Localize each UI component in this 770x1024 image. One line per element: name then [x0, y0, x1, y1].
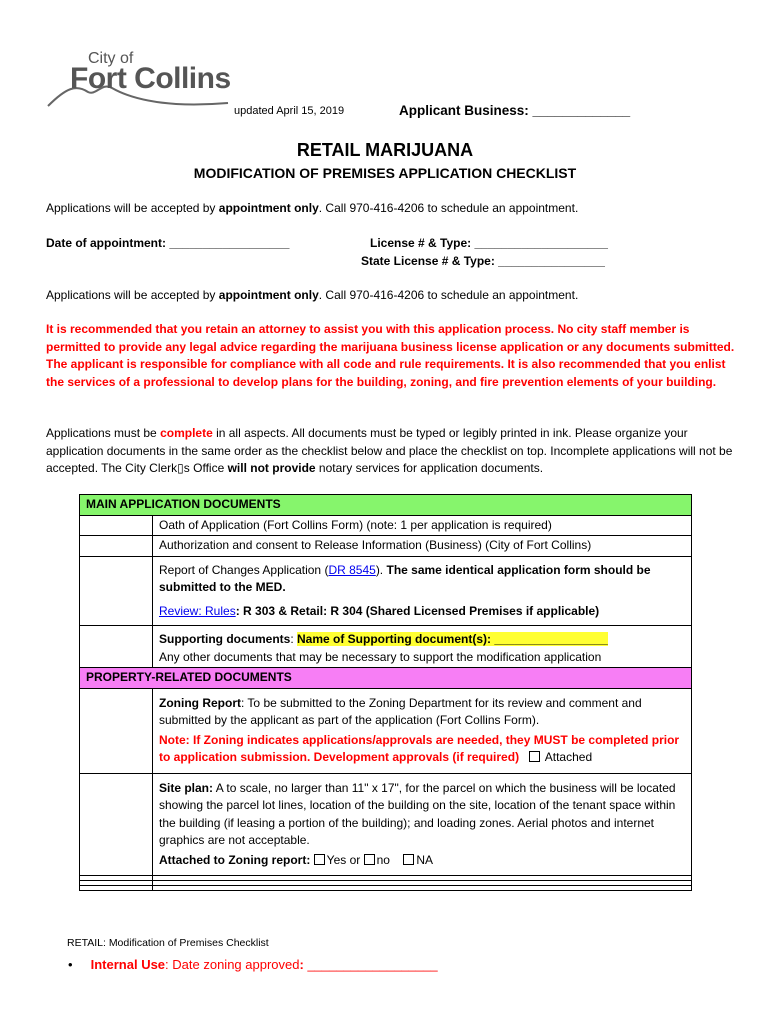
attached-checkbox[interactable] [529, 751, 540, 762]
date-of-appointment-field[interactable]: Date of appointment: __________________ [46, 236, 290, 250]
yes-checkbox[interactable] [314, 854, 325, 865]
na-checkbox[interactable] [403, 854, 414, 865]
check-cell[interactable] [80, 556, 153, 626]
updated-date: updated April 15, 2019 [234, 105, 345, 117]
check-cell[interactable] [80, 515, 153, 536]
property-documents-header-row [80, 668, 692, 689]
appointment-notice-1: Applications will be accepted by appointment only. Call 970-416-4206 to schedule an appointment. [46, 201, 579, 215]
appointment-notice-2: Applications will be accepted by appointment only. Call 970-416-4206 to schedule an appointment. [46, 288, 579, 302]
state-license-type-field[interactable]: State License # & Type: ________________ [361, 254, 605, 268]
main-documents-header-row [80, 495, 692, 516]
check-cell[interactable] [80, 536, 153, 557]
logo-city-text: City of [88, 50, 134, 67]
dr-8545-link[interactable]: DR 8545 [328, 562, 376, 577]
bullet-icon: • [68, 957, 73, 972]
authorization-item: Authorization and consent to Release Information (Business) (City of Fort Collins) [153, 536, 692, 557]
check-cell[interactable] [80, 773, 153, 876]
empty-cell [153, 886, 692, 891]
table-row [80, 536, 692, 557]
license-type-field[interactable]: License # & Type: ____________________ [370, 236, 608, 250]
table-row [80, 556, 692, 626]
table-row [80, 688, 692, 773]
oath-item: Oath of Application (Fort Collins Form) (note: 1 per application is required) [153, 515, 692, 536]
supporting-documents-name-field[interactable]: Name of Supporting document(s): _________________ [297, 632, 608, 646]
table-row [80, 515, 692, 536]
main-documents-header: MAIN APPLICATION DOCUMENTS [80, 495, 692, 516]
page-subtitle: MODIFICATION OF PREMISES APPLICATION CHECKLIST [193, 165, 577, 181]
table-row [80, 626, 692, 668]
site-plan-item: Site plan: A to scale, no larger than 11" x 17", for the parcel on which the business will be located showing the parcel lot lines, location of the building on the site, location of the tenant space within the building (if leasing a portion of the building); and loading zones. Aerial photos and internet graphics are not acceptable. Attached to Zoning report: Yes or no NA [153, 773, 692, 876]
logo-name-text: Fort Collins [70, 62, 231, 95]
footer-page-title: RETAIL: Modification of Premises Checklist [67, 937, 269, 949]
complete-instructions: Applications must be complete in all aspects. All documents must be typed or legibly printed in ink. Please organize your application documents in the same order as the checklist below and place the checklist on top. Incomplete applications will not be accepted. The City Clerk▯s Office will not provide notary services for application documents. [46, 426, 733, 476]
table-row [80, 886, 692, 891]
review-rules-link[interactable]: Review: Rules [159, 603, 236, 618]
date-zoning-approved-field[interactable]: __________________ [303, 957, 438, 972]
page-title: RETAIL MARIJUANA [296, 140, 474, 160]
report-of-changes-item: Report of Changes Application (DR 8545). The same identical application form should be submitted to the MED. Review: Rules: R 303 & Retail: R 304 (Shared Licensed Premises if applicable) [153, 556, 692, 626]
zoning-report-item: Zoning Report: To be submitted to the Zoning Department for its review and comment and submitted by the applicant as part of the application (Fort Collins Form). Note: If Zoning indicates applications/approvals are needed, they MUST be completed prior to application submission. Development approvals (if required) Attached [153, 688, 692, 773]
table-row [80, 773, 692, 876]
internal-use-line: • Internal Use: Date zoning approved: __________________ [68, 957, 438, 972]
property-documents-header: PROPERTY-RELATED DOCUMENTS [80, 668, 692, 689]
city-logo [46, 48, 236, 112]
checklist-table [79, 494, 692, 891]
no-checkbox[interactable] [364, 854, 375, 865]
supporting-documents-item: Supporting documents: Name of Supporting document(s): _________________ Any other documents that may be necessary to support the modification application [153, 626, 692, 668]
check-cell[interactable] [80, 886, 153, 891]
check-cell[interactable] [80, 626, 153, 668]
applicant-business-field[interactable]: Applicant Business: _____________ [399, 103, 631, 118]
check-cell[interactable] [80, 688, 153, 773]
attorney-warning: It is recommended that you retain an attorney to assist you with this application process. No city staff member is permitted to provide any legal advice regarding the marijuana business license application or any documents submitted. The applicant is responsible for compliance with all code and rule requirements. It is also recommended that you enlist the services of a professional to develop plans for the building, zoning, and fire prevention elements of your building. [46, 322, 735, 389]
